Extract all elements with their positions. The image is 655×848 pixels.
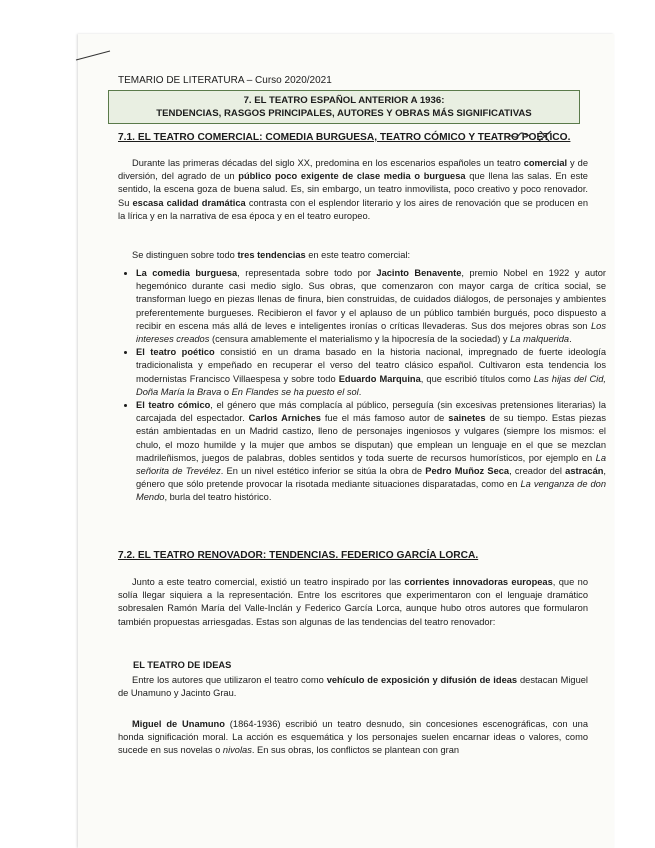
section1-paragraph2	[118, 249, 588, 262]
bold-run: Eduardo Marquina	[338, 373, 421, 384]
text-run: .	[569, 334, 572, 345]
italic-title-run: En Flandes se ha puesto el sol	[231, 386, 359, 397]
italic-title-run: La señorita de Trevélez	[136, 452, 606, 477]
text-run: , que no solía llegar siquiera a la representación. Entre los escritores que experimentaron con el lenguaje dramático sobresalen Ramón María del Valle-Inclán y Federico García Lorca, aunque hubo otros autores que formularon también propuestas arriesgadas. Estas son algunas de las tendencias del teatro renovador:	[118, 577, 588, 627]
bold-run: La comedia burguesa	[136, 268, 238, 278]
text-run: , que escribió títulos como	[420, 373, 534, 384]
course-header: TEMARIO DE LITERATURA – Curso 2020/2021	[118, 75, 332, 86]
text-run: , creador del	[509, 466, 566, 477]
section2-paragraph2	[118, 674, 588, 700]
text-run: , burla del teatro histórico.	[164, 492, 272, 503]
text-run: (censura amablemente el materialismo y la hipocresía de la sociedad) y	[209, 334, 511, 345]
text-run: destacan Miguel de Unamuno y Jacinto Grau.	[118, 675, 588, 699]
bold-run: escasa calidad dramática	[132, 197, 246, 208]
text-run: contrasta con el esplendor literario y los aires de renovación que se producen en la lírica y en la narrativa de esa época y en el teatro europeo.	[118, 197, 588, 221]
text-run: Durante las primeras décadas del siglo XX, predomina en los escenarios españoles un teatro	[132, 158, 524, 168]
topic-title-line2: TENDENCIAS, RASGOS PRINCIPALES, AUTORES Y OBRAS MÁS SIGNIFICATIVAS	[156, 108, 532, 119]
bold-run: El teatro poético	[136, 347, 215, 358]
text-run: Junto a este teatro comercial, existió un teatro inspirado por las	[132, 577, 405, 587]
topic-title-box	[108, 90, 580, 124]
subheading-teatro-de-ideas: EL TEATRO DE IDEAS	[133, 660, 232, 670]
section2-paragraph1	[118, 576, 588, 629]
text-run: Se distinguen sobre todo	[132, 250, 238, 260]
text-run: (1864-1936) escribió un teatro desnudo, sin concesiones escenográficas, con una honda significación moral. La acción es esquemática y los personajes suelen encarnar ideas o valores, como sucede en sus novelas o	[118, 719, 588, 756]
italic-title-run: nivolas	[222, 745, 252, 756]
document-page	[78, 34, 614, 848]
section1-bullet-list	[118, 267, 606, 505]
italic-title-run: La venganza de don Mendo	[136, 479, 607, 503]
text-run: , el género que más complacía al público, perseguía (sin excesivas pretensiones literarias) la carcajada del espectador.	[136, 400, 607, 424]
bold-run: comercial	[523, 158, 568, 168]
bold-run: público poco exigente de clase media o burguesa	[238, 171, 466, 182]
text-run: consistió en un drama basado en la historia nacional, impregnado de fuerte ideología tradicionalista y empeñado en recuperar el verso del teatro clásico español. Cultivaron esta tendencia los modernistas Francisco Villaespesa y sobre todo	[136, 347, 606, 384]
text-run: , representada sobre todo por	[237, 268, 377, 278]
text-run: que llena las salas. En este sentido, la escena goza de buena salud. Es, sin embargo, un teatro inmovilista, poco creativo y poco renovador. Su	[118, 171, 588, 208]
text-run: de su tiempo. Estas piezas están ambientadas en un Madrid castizo, lleno de personajes ingeniosos y vulgares (siempre los mismos: el chulo, el mozo humilde y la mujer que ambos se disputan) que emplean un lenguaje en el que se mezclan madrileñismos, juegos de palabras, dobles sentidos y toda suerte de recursos humorísticos, por ejemplo en	[136, 413, 606, 463]
handwritten-scribble-mark	[505, 129, 555, 143]
section1-heading: 7.1. EL TEATRO COMERCIAL: COMEDIA BURGUESA, TEATRO CÓMICO Y TEATRO POÉTICO.	[118, 132, 571, 143]
text-run: , premio Nobel en 1922 y autor hegemónico durante casi medio siglo. Sus obras, que comenzaron con mayor carga de crítica social, se transforman luego en piezas llenas de finura, bien construidas, de cuidados diálogos, de personajes y ambientes preferentemente burgueses. Recibieron el favor y el aplauso de un público también burgués, poco dispuesto a recibir en escena más allá de leves e inteligentes ironías o críticas llevaderas. Sus dos mejores obras son	[136, 268, 606, 331]
text-run: en este teatro comercial:	[305, 250, 411, 260]
bullet-comedia-burguesa	[136, 267, 606, 346]
text-run: . En sus obras, los conflictos se plantean con gran	[251, 745, 460, 756]
bold-run: corrientes innovadoras europeas	[404, 577, 553, 587]
bullet-teatro-poetico	[136, 346, 606, 399]
bold-run: Jacinto Benavente	[376, 268, 462, 278]
italic-title-run: Los intereses creados	[136, 320, 606, 345]
bold-run: El teatro cómico	[136, 400, 211, 411]
section2-paragraph3	[118, 718, 588, 758]
bold-run: Pedro Muñoz Seca	[425, 466, 510, 477]
section1-paragraph1	[118, 157, 588, 223]
text-run: Entre los autores que utilizaron el teatro como	[132, 675, 327, 685]
text-run: .	[358, 386, 362, 397]
topic-title-line1: 7. EL TEATRO ESPAÑOL ANTERIOR A 1936:	[243, 95, 445, 106]
italic-title-run: Las hijas del Cid, Doña María la Brava	[136, 373, 606, 397]
bold-run: vehículo de exposición y difusión de ideas	[326, 675, 518, 685]
bullet-teatro-comico	[136, 399, 606, 505]
bold-run: Miguel de Unamuno	[132, 719, 225, 729]
bold-run: sainetes	[448, 413, 486, 424]
text-run: y de diversión, del agrado de un	[118, 158, 588, 182]
text-run: . En un nivel estético inferior se sitúa la obra de	[220, 466, 426, 477]
bold-run: astracán	[565, 466, 604, 477]
pen-stroke-mark	[74, 48, 114, 62]
italic-title-run: La malquerida	[510, 334, 570, 345]
text-run: o	[221, 386, 232, 397]
text-run: , género que sólo pretende provocar la risotada mediante situaciones disparatadas, como en	[136, 466, 607, 490]
bold-run: Carlos Arniches	[248, 413, 321, 424]
bold-run: tres tendencias	[237, 250, 306, 260]
text-run: fue el más famoso autor de	[320, 413, 449, 424]
section2-heading: 7.2. EL TEATRO RENOVADOR: TENDENCIAS. FEDERICO GARCÍA LORCA.	[118, 550, 479, 561]
